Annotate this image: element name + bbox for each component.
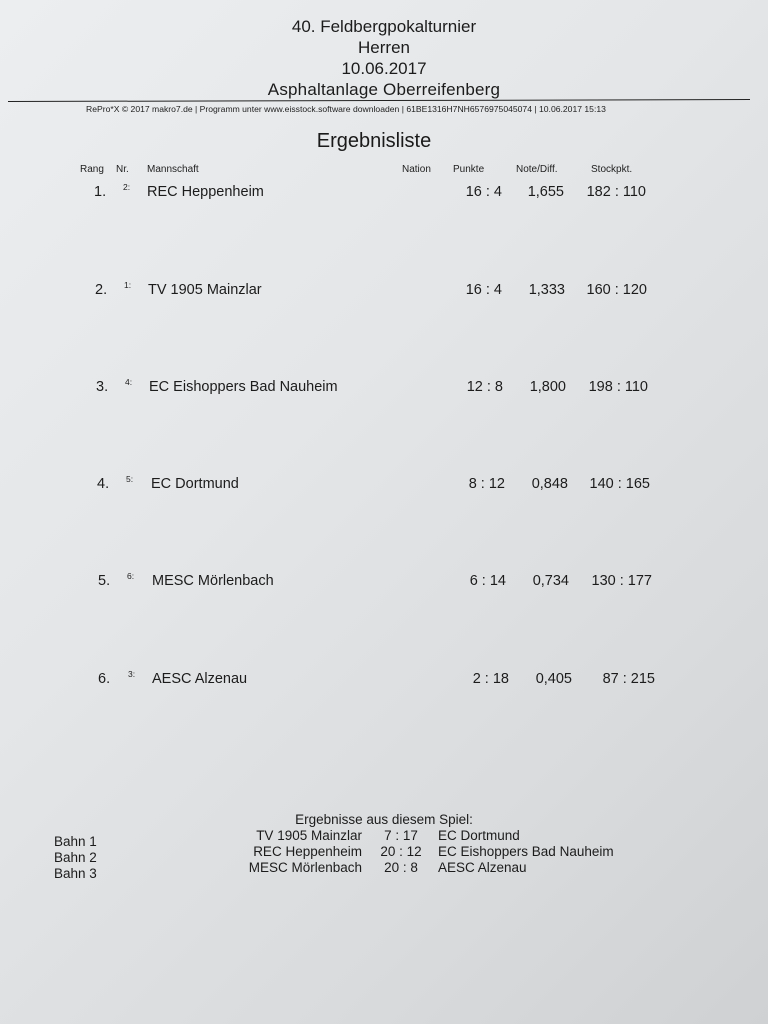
venue: Asphaltanlage Oberreifenberg (267, 80, 501, 99)
team-number: 3: (128, 669, 136, 679)
game-score: 20 : 8 (384, 860, 418, 875)
team-number: 1: (124, 280, 132, 290)
tournament-date: 10.06.2017 (341, 59, 427, 78)
stock-points: 130 : 177 (591, 573, 652, 589)
note-diff: 1,333 (528, 282, 565, 298)
game-score: 7 : 17 (384, 828, 418, 843)
lane-label: Bahn 2 (54, 850, 97, 865)
game-result (0, 844, 768, 865)
rank: 4. (97, 476, 110, 492)
rank: 3. (96, 379, 109, 395)
stock-points: 198 : 110 (588, 379, 648, 395)
lane-label: Bahn 1 (54, 834, 97, 849)
team-name: MESC Mörlenbach (152, 573, 274, 589)
column-header-note: Note/Diff. (516, 164, 558, 175)
game-result (0, 828, 768, 849)
away-team: AESC Alzenau (438, 860, 527, 875)
away-team: EC Eishoppers Bad Nauheim (438, 844, 614, 859)
team-name: EC Eishoppers Bad Nauheim (149, 379, 338, 395)
category: Herren (358, 38, 410, 57)
column-header-nr: Nr. (116, 164, 129, 175)
table-row (0, 282, 768, 306)
team-name: AESC Alzenau (152, 671, 248, 687)
away-team: EC Dortmund (438, 828, 520, 843)
rank: 1. (94, 184, 107, 200)
home-team: TV 1905 Mainzlar (256, 828, 362, 843)
team-number: 2: (123, 182, 131, 192)
note-diff: 0,848 (531, 476, 568, 492)
rank: 2. (95, 282, 108, 298)
team-number: 4: (125, 377, 133, 387)
note-diff: 0,734 (532, 573, 569, 589)
points: 6 : 14 (469, 573, 506, 589)
stock-points: 182 : 110 (586, 184, 646, 200)
stock-points: 140 : 165 (589, 476, 650, 492)
note-diff: 1,800 (529, 379, 566, 395)
note-diff: 0,405 (535, 671, 572, 687)
points: 16 : 4 (465, 282, 502, 298)
stock-points: 160 : 120 (586, 282, 647, 298)
table-row (0, 476, 768, 500)
table-row (0, 671, 768, 695)
team-name: EC Dortmund (151, 476, 239, 492)
document-header (0, 16, 768, 100)
page-title: Ergebnisliste (316, 130, 432, 152)
column-header-mannschaft: Mannschaft (147, 164, 199, 175)
game-result (0, 860, 768, 881)
table-row (0, 573, 768, 597)
tournament-name: 40. Feldbergpokalturnier (291, 17, 477, 36)
game-score: 20 : 12 (380, 844, 422, 859)
team-name: REC Heppenheim (147, 184, 264, 200)
column-header-punkte: Punkte (453, 164, 485, 175)
points: 2 : 18 (472, 671, 509, 687)
team-name: TV 1905 Mainzlar (148, 282, 262, 298)
points: 16 : 4 (465, 184, 502, 200)
points: 12 : 8 (466, 379, 503, 395)
stock-points: 87 : 215 (602, 671, 655, 687)
points: 8 : 12 (468, 476, 505, 492)
rank: 6. (98, 671, 111, 687)
note-diff: 1,655 (527, 184, 564, 200)
column-header-rang: Rang (80, 164, 104, 175)
home-team: MESC Mörlenbach (248, 860, 362, 875)
column-header-stockpkt: Stockpkt. (591, 164, 633, 175)
table-row (0, 379, 768, 403)
lane-label: Bahn 3 (54, 866, 97, 881)
software-credit: RePro*X © 2017 makro7.de | Programm unter www.eisstock.software downloaden | 61BE1316H7NH6576975045074 | 10.06.2017 15:13 (86, 104, 606, 114)
results-heading: Ergebnisse aus diesem Spiel: (295, 812, 473, 827)
team-number: 6: (127, 571, 135, 581)
rank: 5. (98, 573, 111, 589)
home-team: REC Heppenheim (253, 844, 362, 859)
team-number: 5: (126, 474, 134, 484)
table-row (0, 184, 768, 208)
column-header-nation: Nation (402, 164, 431, 175)
